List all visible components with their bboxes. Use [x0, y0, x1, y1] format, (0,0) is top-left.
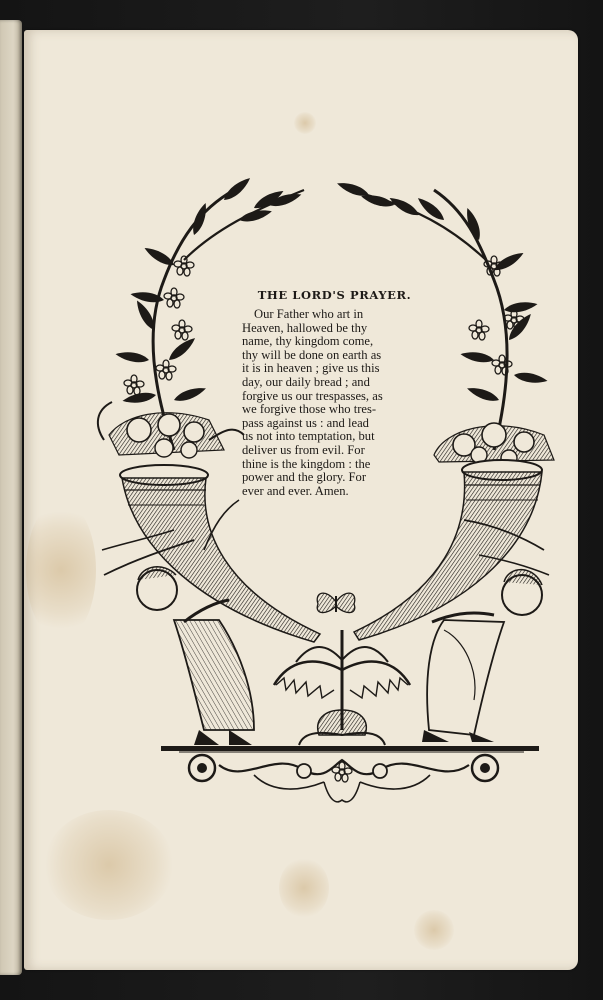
ornamental-base	[161, 746, 539, 802]
prayer-line: deliver us from evil. For	[242, 442, 365, 457]
prayer-line: name, thy kingdom come,	[242, 334, 374, 349]
prayer-body	[242, 308, 427, 498]
prayer-line: us not into temptation, but	[242, 429, 375, 444]
book-page	[24, 30, 578, 970]
prayer-title: THE LORD'S PRAYER.	[257, 288, 412, 302]
prayer-line: power and the glory. For	[242, 470, 367, 485]
central-fern	[274, 630, 410, 745]
butterfly	[317, 593, 355, 612]
prayer-line: pass against us : and lead	[242, 415, 369, 430]
prayer-line: forgive us our trespasses, as	[242, 388, 383, 403]
prayer-line: ever and ever. Amen.	[242, 483, 349, 498]
left-page-edge	[0, 20, 22, 975]
woodcut-illustration	[24, 30, 578, 970]
prayer-line: day, our daily bread ; and	[242, 374, 370, 389]
prayer-line: it is in heaven ; give us this	[242, 361, 380, 376]
prayer-line: thine is the kingdom : the	[242, 456, 371, 471]
prayer-line: we forgive those who tres-	[242, 402, 377, 417]
prayer-line: Our Father who art in	[254, 307, 364, 321]
prayer-line: Heaven, hallowed be thy	[242, 320, 368, 335]
lords-prayer-text-block	[242, 288, 427, 498]
prayer-line: thy will be done on earth as	[242, 347, 382, 362]
left-fruit-pile	[98, 402, 244, 458]
